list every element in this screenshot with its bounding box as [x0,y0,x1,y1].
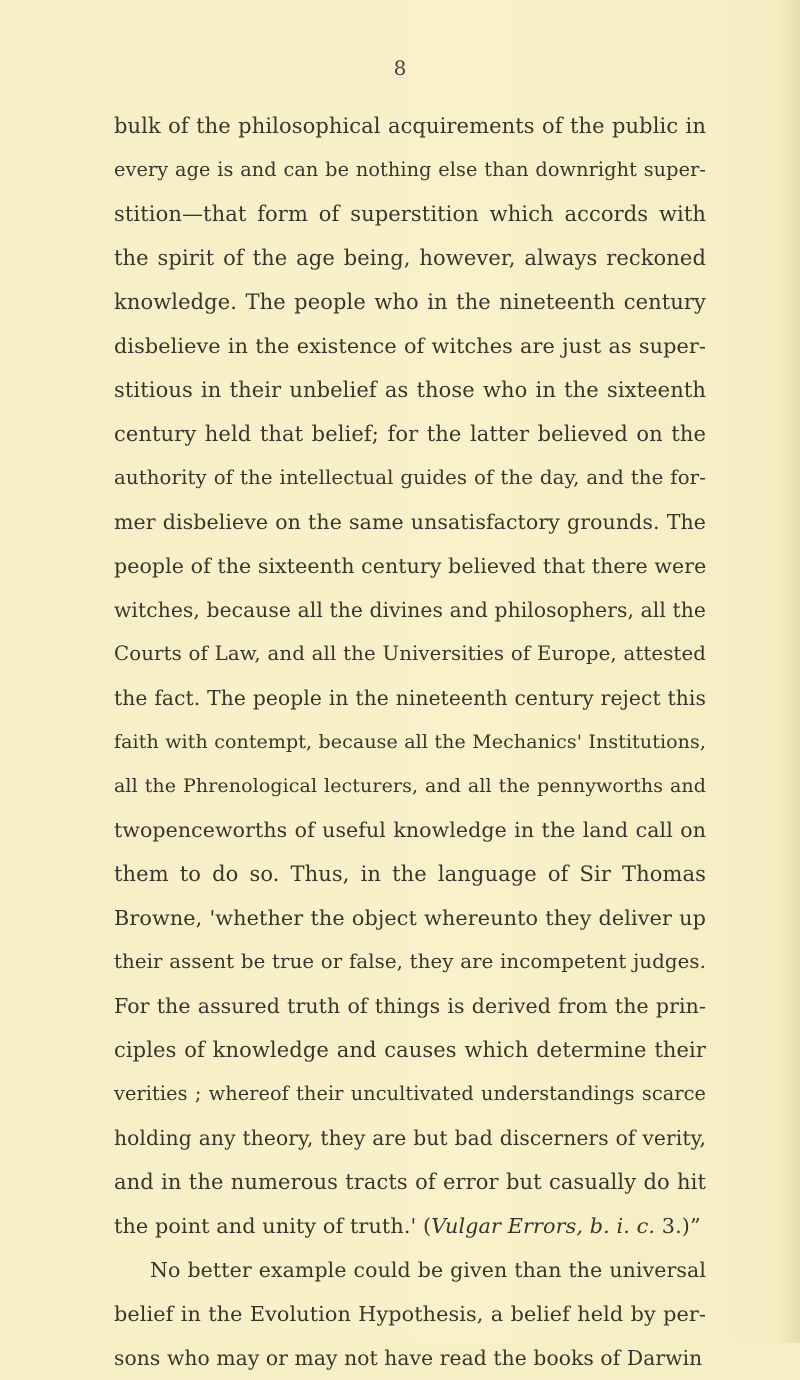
text-line: the fact. The people in the nineteenth century reject this [114,686,706,710]
text-line: all the Phrenological lecturers, and all the pennyworths and [114,775,706,797]
text-line: mer disbelieve on the same unsatisfactory grounds. The [114,510,706,534]
text-line: disbelieve in the existence of witches are just as super- [114,334,706,358]
text-line: ciples of knowledge and causes which determine their [114,1038,706,1062]
text-line: their assent be true or false, they are incompetent judges. [114,950,706,973]
text-line: century held that belief; for the latter believed on the [114,422,706,446]
text-line: knowledge. The people who in the nineteenth century [114,290,706,314]
text-line: holding any theory, they are but bad discerners of verity, [114,1126,706,1150]
text-line: bulk of the philosophical acquirements of the public in [114,114,706,138]
text-line: every age is and can be nothing else than downright super- [114,158,706,181]
text-line: Browne, 'whether the object whereunto they deliver up [114,906,706,930]
text-line: sons who may or may not have read the books of Darwin [114,1346,703,1370]
text-line: people of the sixteenth century believed that there were [114,554,706,578]
text-line: stitious in their unbelief as those who in the sixteenth [114,378,706,402]
text-line: them to do so. Thus, in the language of Sir Thomas [114,862,706,886]
text-line: stition—that form of superstition which accords with [114,202,706,226]
text-line: the spirit of the age being, however, always reckoned [114,246,706,270]
text-line: the point and unity of truth.' (Vulgar Errors, b. i. c. 3.)” [114,1214,701,1238]
text-line: For the assured truth of things is derived from the prin- [114,994,706,1018]
text-line: witches, because all the divines and philosophers, all the [114,598,706,622]
page-number: 8 [393,56,407,80]
text-line: Courts of Law, and all the Universities of Europe, attested [114,642,706,665]
text-line: No better example could be given than the universal [150,1258,706,1282]
text-line: belief in the Evolution Hypothesis, a belief held by per- [114,1302,706,1326]
text-line: authority of the intellectual guides of the day, and the for- [114,466,706,489]
text-line: verities ; whereof their uncultivated understandings scarce [114,1082,706,1105]
text-line: twopenceworths of useful knowledge in the land call on [114,818,706,842]
book-citation: Vulgar Errors, b. i. c. [431,1214,656,1238]
body-text [114,104,706,1380]
text-line: faith with contempt, because all the Mechanics' Institutions, [114,731,706,753]
text-line: and in the numerous tracts of error but casually do hit [114,1170,706,1194]
